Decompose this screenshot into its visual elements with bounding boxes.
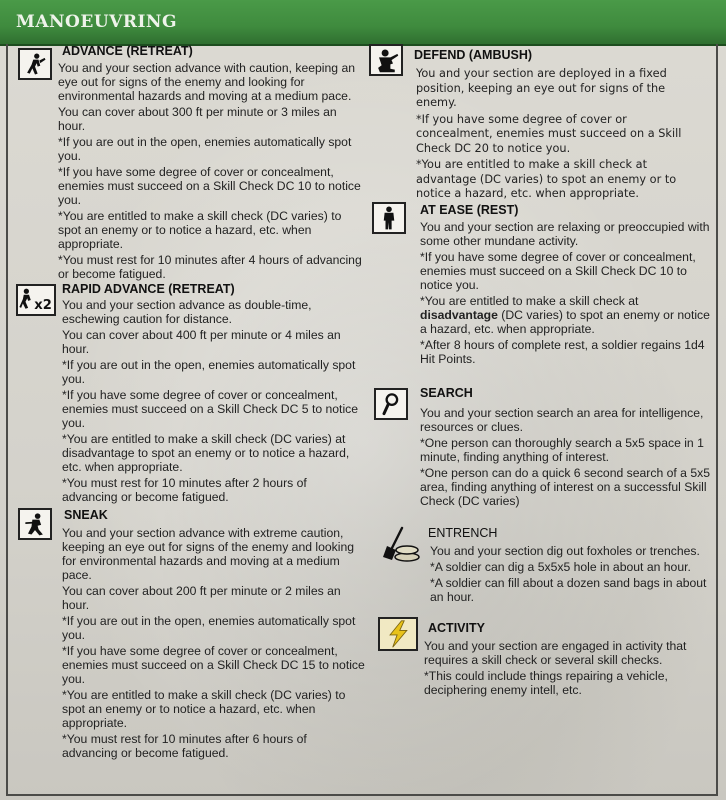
paragraph: *If you are out in the open, enemies automatically spot you. xyxy=(58,135,352,163)
paragraph-text: *You are entitled to make a skill check at xyxy=(420,294,639,308)
paragraph: You and your section advance as double-time, eschewing caution for distance. xyxy=(62,298,312,326)
svg-text:x2: x2 xyxy=(34,297,52,313)
section-body xyxy=(424,639,714,699)
section-title: SNEAK xyxy=(64,508,108,522)
paragraph: *You must rest for 10 minutes after 2 hours of advancing or become fatigued. xyxy=(62,476,307,504)
paragraph: You and your section are relaxing or preoccupied with some other mundane activity. xyxy=(420,220,710,248)
paragraph: You can cover about 300 ft per minute or 3 miles an hour. xyxy=(58,105,337,133)
section-title: SEARCH xyxy=(420,386,473,400)
section-title: RAPID ADVANCE (RETREAT) xyxy=(62,282,235,296)
magnifying-glass-icon xyxy=(374,388,408,420)
paragraph: You and your section dig out foxholes or trenches. xyxy=(430,544,700,558)
header-bar xyxy=(0,0,726,46)
paragraph: *You are entitled to make a skill check (DC varies) at disadvantage to spot an enemy or to notice a hazard, etc. when appropriate. xyxy=(62,432,350,474)
paragraph: You and your section advance with caution, keeping an eye out for signs of the enemy and looking for environmental hazards and moving at a medium pace. xyxy=(58,61,355,103)
section-title: DEFEND (AMBUSH) xyxy=(414,48,533,62)
soldier-crouching-icon xyxy=(18,508,52,540)
section-title: ACTIVITY xyxy=(428,621,485,635)
paragraph: *If you have some degree of cover or concealment, enemies must succeed on a Skill Check DC 10 to notice you. xyxy=(58,165,361,207)
paragraph: *If you are out in the open, enemies automatically spot you. xyxy=(62,614,356,642)
section-body xyxy=(58,61,363,283)
soldier-kneeling-icon xyxy=(369,44,403,76)
section-title: ENTRENCH xyxy=(428,526,498,540)
paragraph: You and your section advance with extreme caution, keeping an eye out for signs of the enemy and looking for environmental hazards and moving at a medium pace. xyxy=(62,526,355,582)
page-title: MANOEUVRING xyxy=(16,12,177,32)
soldier-running-icon xyxy=(16,284,56,316)
paragraph: *You must rest for 10 minutes after 6 hours of advancing or become fatigued. xyxy=(62,732,307,760)
paragraph: *One person can thoroughly search a 5x5 space in 1 minute, finding anything of interest. xyxy=(420,436,704,464)
paragraph: *If you have some degree of cover or concealment, enemies must succeed on a Skill Check DC 15 to notice you. xyxy=(62,644,365,686)
section-body xyxy=(420,406,710,510)
paragraph: *A soldier can dig a 5x5x5 hole in about an hour. xyxy=(430,560,691,574)
soldier-standing-icon xyxy=(372,202,406,234)
paragraph: *This could include things repairing a vehicle, deciphering enemy intell, etc. xyxy=(424,669,668,697)
paragraph: You can cover about 400 ft per minute or 4 miles an hour. xyxy=(62,328,341,356)
paragraph: You and your section are engaged in activity that requires a skill check or several skill checks. xyxy=(424,639,687,667)
paragraph: *You are entitled to make a skill check (DC varies) to spot an enemy or to notice a hazard, etc. when appropriate. xyxy=(58,209,342,251)
paragraph: *You must rest for 10 minutes after 4 hours of advancing or become fatigued. xyxy=(58,253,362,281)
paragraph: *If you have some degree of cover or concealment, enemies must succeed on a Skill Check DC 10 to notice you. xyxy=(420,250,696,292)
section-title: ADVANCE (RETREAT) xyxy=(62,44,193,58)
section-body xyxy=(62,526,365,762)
paragraph: *You are entitled to make a skill check at advantage (DC varies) to spot an enemy or to notice a hazard, etc. when appropriate. xyxy=(416,158,677,200)
section-body xyxy=(420,220,710,368)
section-body xyxy=(416,67,706,204)
shovel-sandbags-icon xyxy=(380,524,422,566)
emphasis-text: disadvantage xyxy=(420,308,498,322)
paragraph: *You are entitled to make a skill check (DC varies) to spot an enemy or to notice a hazard, etc. when appropriate. xyxy=(62,688,346,730)
paragraph: You and your section search an area for intelligence, resources or clues. xyxy=(420,406,704,434)
paragraph: *If you have some degree of cover or concealment, enemies must succeed on a Skill Check DC 20 to notice you. xyxy=(416,112,682,155)
section-body xyxy=(430,544,712,606)
lightning-bolt-icon xyxy=(378,617,418,651)
paragraph: *If you have some degree of cover or concealment, enemies must succeed on a Skill Check DC 5 to notice you. xyxy=(62,388,359,430)
section-title: AT EASE (REST) xyxy=(420,203,519,217)
paragraph: You and your section are deployed in a fixed position, keeping an eye out for signs of the enemy. xyxy=(416,67,667,109)
paragraph: You can cover about 200 ft per minute or 2 miles an hour. xyxy=(62,584,341,612)
paragraph xyxy=(420,294,710,336)
section-body xyxy=(62,298,362,506)
paragraph-text: (DC varies) to spot an enemy or notice a hazard, etc. when appropriate. xyxy=(420,308,710,336)
paragraph: *One person can do a quick 6 second search of a 5x5 area, finding anything of interest on a successful Skill Check (DC varies) xyxy=(420,466,710,508)
paragraph: *After 8 hours of complete rest, a soldier regains 1d4 Hit Points. xyxy=(420,338,705,366)
paragraph: *If you are out in the open, enemies automatically spot you. xyxy=(62,358,356,386)
soldier-walking-icon xyxy=(18,48,52,80)
paragraph: *A soldier can fill about a dozen sand bags in about an hour. xyxy=(430,576,707,604)
